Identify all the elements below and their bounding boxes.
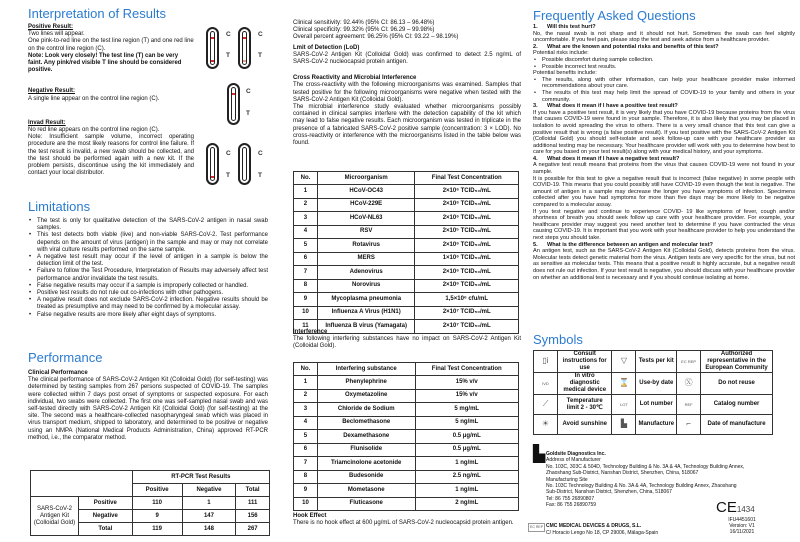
symbol-row [534,373,773,395]
hourglass-icon: ⌛ [618,378,629,387]
table-cell: Triamcinolone acetonide [317,457,415,471]
strip-invalid-1 [206,143,219,185]
table-row [294,430,519,444]
table-cell: 2.5 ng/mL [415,470,519,484]
invalid-heading: Invad Result: [28,119,66,126]
specificity-text: Clinical specificity: 99.32% (95% CI: 96.29 – 99.98%) [293,27,435,34]
t-label: T [226,52,230,59]
table-group-header: RT-PCR Test Results [132,471,269,484]
table-cell: Norovirus [317,279,415,293]
table-cell: 9 [132,510,182,523]
benefits-label: Potential benefits include: [533,70,597,77]
risks-label: Potential risks include: [533,50,589,57]
performance-title: Performance [28,350,103,365]
notified-body-number: 1434 [736,505,755,514]
table-cell: 147 [182,510,236,523]
table-cell: 148 [182,523,236,536]
faq-question: 2. What are the known and potential risks and benefits of this test? [533,43,719,50]
symbol-label: Manufacture [636,415,677,435]
c-label: C [258,150,263,157]
table-cell: RSV [317,225,415,239]
symbol-label: Use-by date [636,373,677,395]
table-cell: Beclomethasone [317,416,415,430]
table-cell: 1×10⁶ TCID₅₀/mL [415,252,519,266]
site-label: Manufacturing Site [546,476,588,483]
address-text: No. 103C, 303C & 504D, Technology Building & No. 3A & 4A, Technology Building Annex, Zhaoshang Sub-District, Nanshan District, Shenzhen, China, 518067 [546,463,745,477]
sun-icon: ☀ [541,419,550,428]
version: Version: V1 [729,523,755,530]
faq-title: Frequently Asked Questions [533,8,696,23]
t-label: T [258,52,262,59]
symbol-label: Authorized representative in the European Community [701,351,773,373]
symbol-label: Lot number [636,395,677,415]
table-cell: 1,5×10⁶ cfu/mL [415,293,519,307]
c-label: C [246,88,251,95]
table-cell: 2 [294,389,318,403]
ce-logo: CE [716,499,737,516]
symbols-title: Symbols [533,332,583,347]
table-cell: 15% v/v [415,389,519,403]
limitation-item: • This test detects both viable (live) and non-viable SARS-CoV-2. Test performance depends on the amount of virus (antigen) in the sample and may or may not correlate with viral culture results performed on the same sample. [28,232,268,254]
table-cell: 5 mg/mL [415,403,519,417]
cross-text: The microbial interference study evaluated whether microorganisms possibly contained in clinical samples interfere with the detection capability of the kit which may lead to false negative results. Each microorganism was tested in triplicate in the presence of a fabricated SARS-CoV-2 positive sample (concentration: 3 × LOD). No cross-reactivity or interference with the microorganisms listed in the table below was found. [293,104,521,147]
table-cell: 1 [294,376,318,390]
no-reuse-icon: Ⓧ [684,378,693,387]
symbol-row [534,351,773,373]
table-cell: 10 [294,497,318,511]
faq-answer: A negative test result means that proteins from the virus that causes COVID-19 were not found in your sample. [533,162,795,176]
column-header: Microorganism [317,172,415,185]
faq-question: 4. What does it mean if I have a negative test result? [533,155,680,162]
table-cell: 7 [294,266,318,280]
lod-heading: Lmit of Detection (LoD) [293,44,360,51]
table-cell: 119 [132,523,182,536]
row-group-label: SARS-CoV-2 Antigen Kit (Colloidal Gold) [31,497,79,536]
limitation-item: • Failure to follow the Test Procedure, Interpretation of Results may adversely affect test performance and/or invalidate the test results. [28,268,268,282]
table-row [294,185,519,199]
faq-answer: If you have a positive test result, it is very likely that you have COVID-19 because proteins from the virus that causes COVID-19 were found in your sample. Therefore, it is also likely that you may be placed in isolation to avoid spreading the virus to others. There is a very small chance that this test can give a positive result that is wrong (a false positive result). If you test positive with the SARS-CoV-2 Antigen Kit (Colloidal Gold) you should self-isolate and seek follow-up care with your healthcare provider as additional testing may be necessary. Your healthcare provider will work with you to determine how best to care for you based on your test result(s) along with your medical history, and your symptoms. [533,109,795,156]
factory-icon: ▙ [620,419,628,428]
strip-negative [227,83,240,125]
faq-section [533,8,795,281]
address-label: Address of Manufacturer [546,457,601,464]
limitation-item: • False negative results may occur if a sample is improperly collected or handled. [28,283,268,290]
interpretation-title: Interpretation of Results [28,6,167,21]
table-row [294,403,519,417]
column-header: Positive [132,484,182,497]
positive-text: One pink-to-red line on the test line region (T) and one red line on the control line region (C). [28,38,194,52]
ivd-icon: IVD [542,380,549,386]
column-header: No. [294,172,318,185]
column-header: Total [236,484,270,497]
table-cell: HCoV-OC43 [317,185,415,199]
site-text: No. 103C Technology Building & No. 3A & 4A, Technology Building Annex, Zhaoshang Sub-District, Nanshan District, Shenzhen, China, 518067 [546,483,737,496]
symbol-row [534,395,773,415]
eu-representative [546,523,658,537]
symbol-label: Do not reuse [701,373,773,395]
column-header: Final Test Concentration [415,363,519,376]
ec-rep-icon: EC REP [528,523,545,532]
table-row [294,212,519,226]
table-cell: 0.5 μg/mL [415,443,519,457]
c-label: C [226,31,231,38]
ec-rep-icon: EC REP [681,358,697,364]
table-row [294,252,519,266]
row-header: Positive [79,497,133,510]
row-header: Negative [79,510,133,523]
interference-section [293,329,521,351]
limitation-item: • False negative results are more likely after eight days of symptoms. [28,312,268,319]
table-cell: Influenza B virus (Yamagata) [317,320,415,334]
symbol-label: Date of manufacture [701,415,773,435]
faq-answer: An antigen test, such as the SARS-CoV-2 Antigen Kit (Colloidal Gold), detects proteins from the virus. Molecular tests detect genetic material from the virus. Antigen tests are very specific for the virus, but not as sensitive as molecular tests. This means that a positive result is highly accurate, but a negative result does not rule out infection. If your test result is negative, you should discuss with your healthcare provider on whether an additional test is necessary and if you should continue isolating at home. [533,248,795,281]
table-row [294,389,519,403]
table-cell: 5 [294,239,318,253]
table-cell: 15% v/v [415,376,519,390]
clinical-heading: Clinical Performance [28,370,88,376]
positive-heading: Positive Result: [28,24,74,30]
table-cell: 2×10⁶ TCID₅₀/mL [415,198,519,212]
table-cell: Mycoplasma pneumonia [317,293,415,307]
table-cell: 2 ng/mL [415,497,519,511]
column-header: Final Test Concentration [415,172,519,185]
table-cell: 10 [294,306,318,320]
table-cell: 110 [132,497,182,510]
faq-question: 5. What is the difference between an antigen and molecular test? [533,241,713,248]
strip-positive-2 [238,27,251,69]
faq-question: 1. Will this test hurt? [533,24,596,30]
table-cell: Mometasone [317,484,415,498]
performance-section [28,350,268,442]
table-cell: 5 ng/mL [415,416,519,430]
table-cell: 1 [294,185,318,199]
table-cell: 9 [294,484,318,498]
clinical-text: The clinical performance of SARS-CoV-2 Antigen Kit (Colloidal Gold) (for self-testing) was determined by testing samples from 267 persons suspected of COVID-19. The samples were collected within 7 days post onset of symptoms or suspected exposure. For each individual, two swabs were collected. The first one was self-sampled nasal swab and was self-tested directly with SARS-CoV-2 Antigen Kit (Colloidal Gold) (for self-testing) at the site. The second was a healthcare-collected nasopharyngeal swab which was placed in virus transport medium, shipped to laboratory, and determined to be positive or negative using an NMPA (National Medical Products Administration, China) approved RT-PCR method, i.e., the comparator method. [28,377,268,441]
table-row [294,497,519,511]
table-row [294,293,519,307]
table-cell: 1 ng/mL [415,457,519,471]
invalid-text: No red line appears on the control line region (C). [28,127,160,134]
limitations-section [28,199,268,319]
table-cell: Phenylephrine [317,376,415,390]
benefit-item: • The results of this test may help limit the spread of COVID-19 to your family and others in your community. [533,90,795,103]
limitations-title: Limitations [28,199,91,214]
table-cell: 3 [294,403,318,417]
table-cell: 1 ng/mL [415,484,519,498]
symbol-label: Consult instructions for use [558,351,612,373]
rep-name: CMC MEDICAL DEVICES & DRUGS, S.L. [546,523,642,529]
table-cell: 6 [294,252,318,266]
column-header: Negative [182,484,236,497]
table-cell: Dexamethasone [317,430,415,444]
table-cell: 0.5 μg/mL [415,430,519,444]
table-cell: 267 [236,523,270,536]
table-cell: Rotavirus [317,239,415,253]
column-header: No. [294,363,318,376]
table-row [294,470,519,484]
sensitivity-text: Clinical sensitivity: 92.44% (95% CI: 86.13 – 96.48%) [293,20,435,26]
table-cell: 6 [294,443,318,457]
lod-text: SARS-CoV-2 Antigen Kit (Colloidal Gold) was confirmed to detect 2.5 ng/mL of SARS-CoV-2 nucleocapsid protein antigen. [293,51,521,66]
limitation-item: • A negative test result may occur if the level of antigen in a sample is below the detection limit of the test. [28,254,268,268]
table-cell: 156 [236,510,270,523]
table-cell: Oxymetazoline [317,389,415,403]
agreement-text: Overall percent agreement: 96.25% (95% CI: 93.22 – 98.19%) [293,34,459,41]
table-cell: 2×10⁷ TCID₅₀/mL [415,320,519,334]
date-manufacture-icon: ⌐ [686,419,691,428]
table-cell: Influenza A Virus (H1N1) [317,306,415,320]
negative-text: A single line appear on the control line region (C). [28,95,160,102]
symbol-label: In vitro diagnostic medical device [558,373,612,395]
ifu-code: IFU4451601 [728,517,756,523]
risk-item: • Possible incorrect test results. [533,64,795,71]
t-label: T [246,110,250,117]
limitations-list [28,218,268,319]
lot-icon: LOT [620,401,628,407]
t-label: T [226,172,230,179]
table-cell: MERS [317,252,415,266]
c-label: C [258,31,263,38]
rtpcr-table [30,470,270,536]
factory-icon: ▙ [533,446,546,463]
hook-heading: Hook Effect [293,513,327,519]
date: 16/11/2021 [729,529,755,536]
ce-mark [716,500,755,517]
table-cell: Budesonide [317,470,415,484]
negative-heading: Negative Result: [28,88,76,95]
row-header: Total [79,523,133,536]
table-cell: 5 [294,430,318,444]
table-cell: 4 [294,416,318,430]
table-cell: Adenovirus [317,266,415,280]
table-cell: 2×10⁵ TCID₅₀/mL [415,225,519,239]
fax-text: Fax: 86 755 26890759 [546,502,597,509]
ref-icon: REF [684,401,693,407]
table-cell: HCoV-229E [317,198,415,212]
table-row [294,225,519,239]
table-cell: 1 [182,497,236,510]
risk-item: • Possible discomfort during sample collection. [533,57,795,64]
table-cell: 2×10⁶ TCID₅₀/mL [415,212,519,226]
table-cell: 2×10⁶ TCID₅₀/mL [415,279,519,293]
c-label: C [226,150,231,157]
table-cell: Flunisolide [317,443,415,457]
table-cell: 2×10⁶ TCID₅₀/mL [415,266,519,280]
column-header: Interfering substance [317,363,415,376]
book-info-icon: ▯i [542,356,549,365]
table-cell: 8 [294,470,318,484]
table-cell: 3 [294,212,318,226]
table-cell: 4 [294,225,318,239]
cross-text: The cross-reactivity with the following microorganisms was examined. Samples that tested positive for the following microorganisms were negative when tested with the SARS-CoV-2 Antigen Kit (Colloidal Gold). [293,82,521,103]
faq-answer: If you test negative and continue to experience COVID- 19 like symptoms of fever, cough and/or shortness of breath you should seek follow up care with your healthcare provider. For example, your healthcare provider may suggest you need another test to determine if you have contracted the virus causing COVID-19. It is important that you work with your healthcare provider to help you understand the next steps you should take. [533,208,795,241]
tests-per-kit-icon: ▽ [620,356,628,365]
interference-table [293,362,519,511]
table-cell: 2 [294,198,318,212]
table-row [294,376,519,390]
table-cell: 2×10⁷ TCID₅₀/mL [415,306,519,320]
document-info [722,517,762,536]
table-row [294,198,519,212]
strip-invalid-2 [238,143,251,185]
table-row [294,306,519,320]
positive-text: Two lines will appear. [28,31,85,38]
table-row [294,484,519,498]
t-label: T [258,172,262,179]
table-cell: 9 [294,293,318,307]
table-cell: 8 [294,279,318,293]
positive-note: Note: Look very closely! The test line (T) can be very faint. Any pink/red visible T line should be considered positive. [28,52,182,74]
hook-text: There is no hook effect at 600 μg/mL of SARS-CoV-2 nucleocapsid protein antigen. [293,520,514,527]
benefit-item: • The results, along with other information, can help your healthcare provider make informed recommendations about your care. [533,77,795,90]
table-row [294,416,519,430]
tel-text: Tel: 86 755 26890807 [546,495,595,502]
table-cell: Fluticasone [317,497,415,511]
table-row [294,457,519,471]
manufacturer-name: Goldsite Diagnostics Inc. [546,451,606,457]
table-row [294,443,519,457]
symbol-label: Temperature limit 2 - 30℃ [558,395,612,415]
interference-text: The following interfering substances have no impact on SARS-CoV-2 Antigen Kit (Colloidal Gold). [293,336,521,350]
limitation-item: • A negative result does not exclude SARS-CoV-2 infection. Negative results should be treated as presumptive and may need to be confirmed by a molecular assay. [28,297,268,311]
invalid-note: Note: Insufficient sample volume, incorrect operating procedure are the most likely reasons for control line failure. If the test result is invalid, a new swab should be collected, and the test should be performed again with a new kit. If the problem persists, discontinue using the kit immediately and contact your local distributor. [28,134,194,177]
table-cell: 11 [294,320,318,334]
rep-address: C/ Horacio Lengo No 18, CP 29006, Málaga-Spain [546,530,659,536]
table-cell: 111 [236,497,270,510]
symbol-label: Tests per kit [636,351,677,373]
faq-answer: It is possible for this test to give a negative result that is incorrect (false negative) in some people with COVID-19. This means that you could possibly still have COVID-19 even though the test is negative. The amount of antigen in a sample may decrease the longer you have symptoms of infection. Specimens collected after you have had symptoms for more than five days may be more likely to be negative compared to a molecular assay. [533,175,795,209]
hook-section [293,513,521,527]
strip-positive-1 [206,27,219,69]
limitation-item: • Positive test results do not rule out co-infections with other pathogens. [28,290,268,297]
thermometer-icon: ⟋ [542,399,549,408]
limitation-item: • The test is only for qualitative detection of the SARS-CoV-2 antigen in nasal swab samples. [28,218,268,232]
interference-heading: Interference [293,329,328,335]
table-row [294,239,519,253]
cross-heading: Cross Reactivity and Microbial Interference [293,75,417,82]
table-cell: 2×10⁶ TCID₅₀/mL [415,239,519,253]
table-cell: 7 [294,457,318,471]
faq-question: 3. What does it mean if I have a positive test result? [533,103,678,110]
symbol-row [534,415,773,435]
symbol-label: Avoid sunshine [558,415,612,435]
microorganism-table [293,171,519,334]
table-row [294,266,519,280]
table-cell: 2×10⁶ TCID₅₀/mL [415,185,519,199]
faq-answer: No, the nasal swab is not sharp and it should not hurt. Sometimes the swab can feel slightly uncomfortable. If you feel pain, please stop the test and seek advice from a healthcare provider. [533,30,795,44]
performance-continued [293,20,521,147]
table-row [294,279,519,293]
table-cell: Chloride de Sodium [317,403,415,417]
symbol-label: Catalog number [701,395,773,415]
table-cell: HCoV-NL63 [317,212,415,226]
symbols-table [533,350,773,435]
